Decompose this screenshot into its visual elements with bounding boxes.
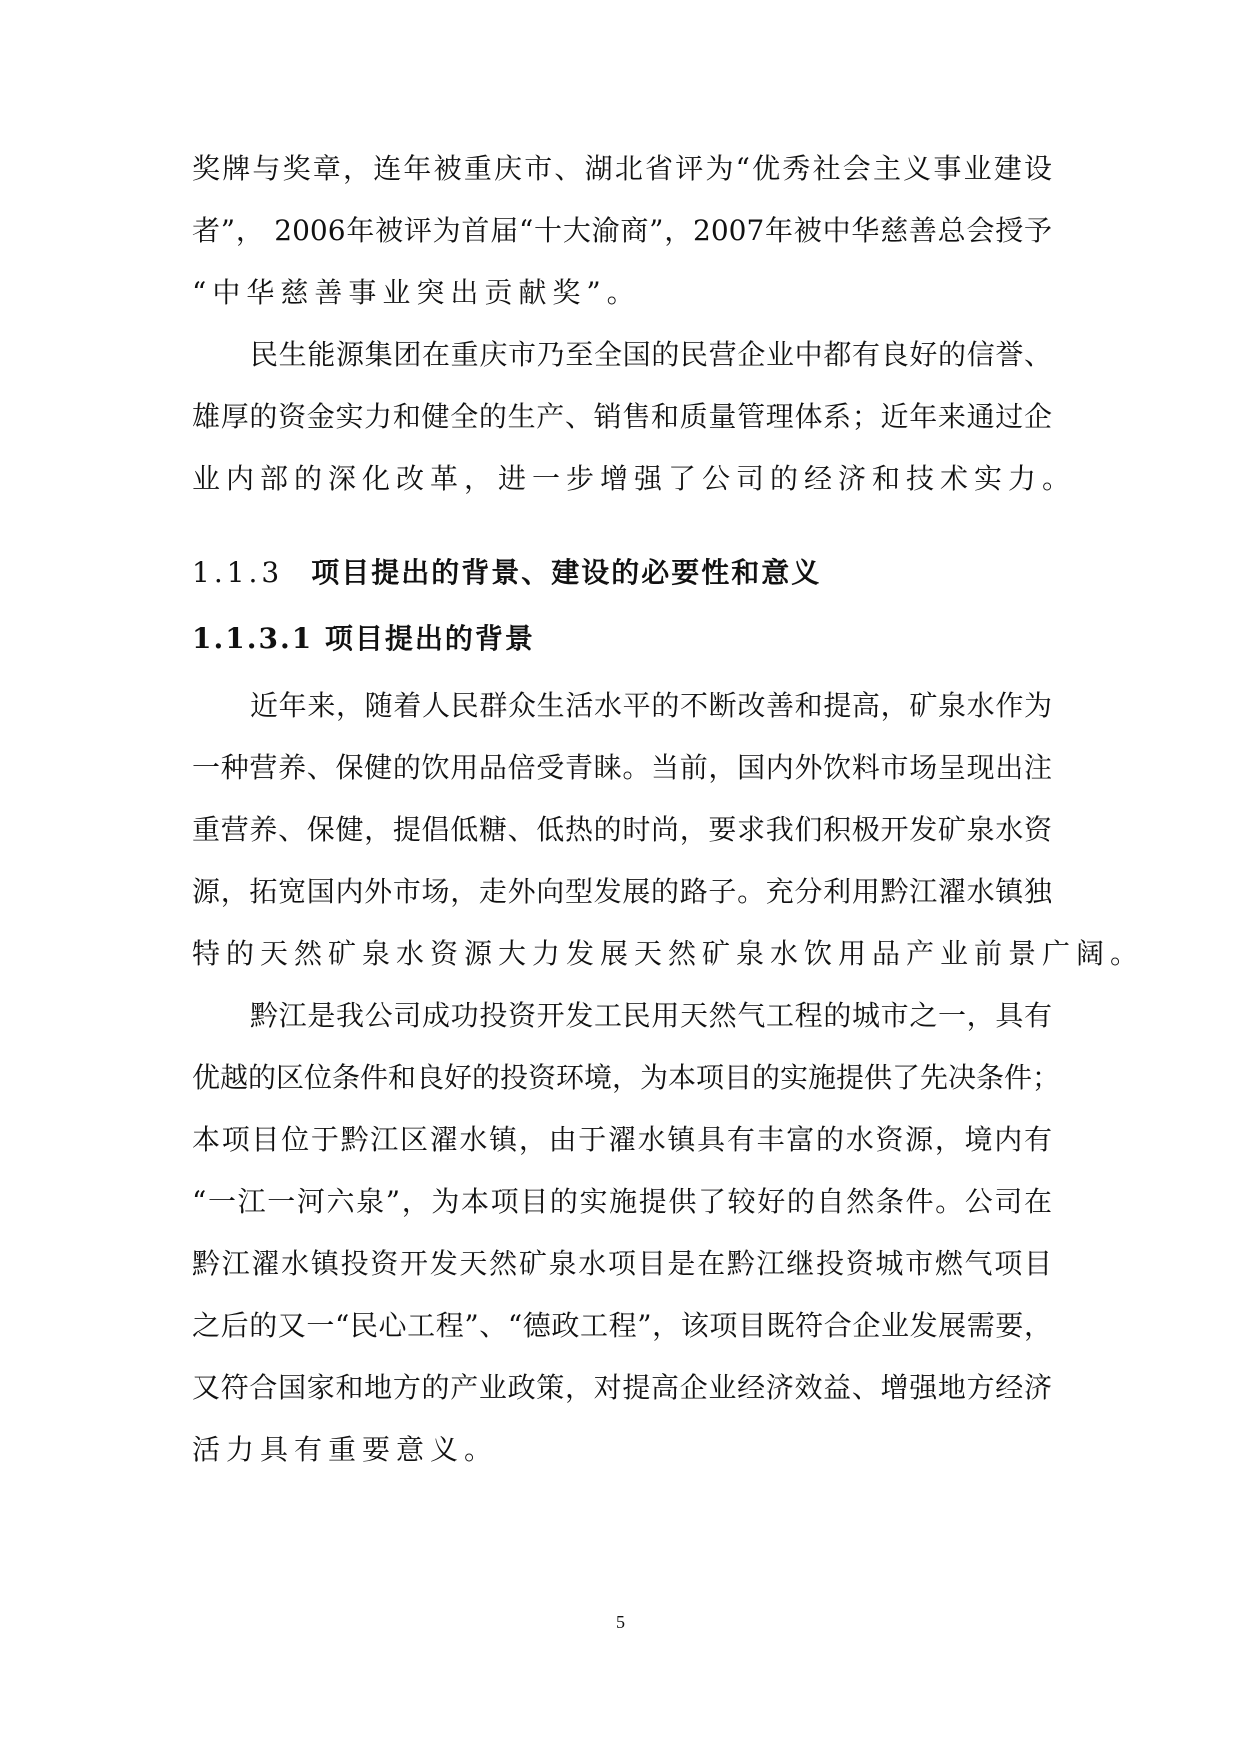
- paragraph-awards: [192, 138, 1052, 324]
- text-line: 又符合国家和地方的产业政策，对提高企业经济效益、增强地方经济: [192, 1371, 1052, 1404]
- text-line: 特的天然矿泉水资源大力发展天然矿泉水饮用品产业前景广阔。: [192, 937, 1145, 970]
- text-line: 民生能源集团在重庆市乃至全国的民营企业中都有良好的信誉、: [250, 338, 1052, 371]
- text-line: 源，拓宽国内外市场，走外向型发展的路子。充分利用黔江濯水镇独: [192, 875, 1052, 908]
- page-number: 5: [616, 1612, 625, 1632]
- section-heading: [192, 548, 821, 598]
- text-line: 黔江是我公司成功投资开发工民用天然气工程的城市之一，具有: [250, 999, 1052, 1032]
- section-number: 1.1.3: [192, 556, 284, 589]
- text-line: 黔江濯水镇投资开发天然矿泉水项目是在黔江继投资城市燃气项目: [192, 1247, 1052, 1280]
- text-line: 之后的又一“民心工程”、“德政工程”，该项目既符合企业发展需要，: [192, 1309, 1052, 1342]
- text-line: 者”， 2006年被评为首届“十大渝商”，2007年被中华慈善总会授予: [192, 214, 1052, 247]
- text-line: 本项目位于黔江区濯水镇，由于濯水镇具有丰富的水资源，境内有: [192, 1123, 1052, 1156]
- text-line: “一江一河六泉”，为本项目的实施提供了较好的自然条件。公司在: [192, 1185, 1052, 1218]
- text-line: 一种营养、保健的饮用品倍受青睐。当前，国内外饮料市场呈现出注: [192, 751, 1052, 784]
- paragraph-background: [192, 675, 1145, 985]
- text-line: “中华慈善事业突出贡献奖”。: [192, 276, 641, 309]
- text-line: 重营养、保健，提倡低糖、低热的时尚，要求我们积极开发矿泉水资: [192, 813, 1052, 846]
- section-title: 项目提出的背景、建设的必要性和意义: [311, 556, 822, 589]
- text-line: 近年来，随着人民群众生活水平的不断改善和提高，矿泉水作为: [250, 689, 1052, 722]
- text-line: 奖牌与奖章，连年被重庆市、湖北省评为“优秀社会主义事业建设: [192, 152, 1052, 185]
- paragraph-qianjiang: [192, 985, 1061, 1481]
- paragraph-group-reputation: [192, 324, 1077, 510]
- text-line: 业内部的深化改革，进一步增强了公司的经济和技术实力。: [192, 462, 1077, 495]
- text-line: 优越的区位条件和良好的投资环境，为本项目的实施提供了先决条件；: [192, 1061, 1061, 1094]
- text-line: 雄厚的资金实力和健全的生产、销售和质量管理体系；近年来通过企: [192, 400, 1052, 433]
- text-line: 活力具有重要意义。: [192, 1433, 499, 1466]
- subsection-heading: 1.1.3.1 项目提出的背景: [192, 622, 535, 655]
